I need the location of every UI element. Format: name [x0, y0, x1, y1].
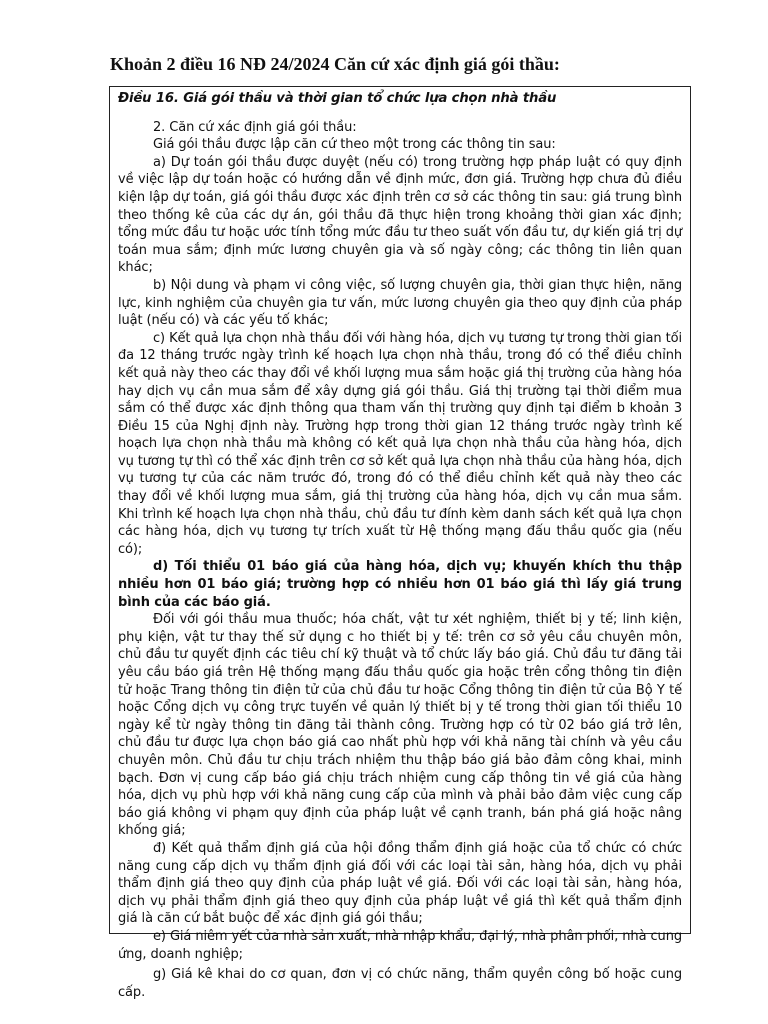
paragraph-medical-procurement: Đối với gói thầu mua thuốc; hóa chất, vật tư xét nghiệm, thiết bị y tế; linh kiện, phụ kiện, vật tư thay thế sử dụng c ho thiết bị y tế: trên cơ sở yêu cầu chuyên môn, chủ đầu tư quyết định các tiêu chí kỹ thuật và tổ chức lấy báo giá. Chủ đầu tư đăng tải yêu cầu báo giá trên Hệ thống mạng đấu thầu quốc gia hoặc trên cổng thông tin điện tử hoặc Trang thông tin điện tử của chủ đầu tư hoặc Cổng thông tin điện tử của Bộ Y tế hoặc Cổng dịch vụ công trực tuyến về quản lý thiết bị y tế trong thời gian tối thiểu 10 ngày kể từ ngày thông tin đăng tải thành công. Trường hợp có từ 02 báo giá trở lên, chủ đầu tư được lựa chọn báo giá cao nhất phù hợp với khả năng tài chính và yêu cầu chuyên môn. Chủ đầu tư chịu trách nhiệm thu thập báo giá bảo đảm công khai, minh bạch. Đơn vị cung cấp báo giá chịu trách nhiệm cung cấp thông tin về giá của hàng hóa, dịch vụ phù hợp với khả năng cung cấp của mình và phải bảo đảm việc cung cấp báo giá không vi phạm quy định của pháp luật về cạnh tranh, bán phá giá hoặc nâng khống giá; [118, 612, 682, 839]
paragraph-item-e: e) Giá niêm yết của nhà sản xuất, nhà nhập khẩu, đại lý, nhà phân phối, nhà cung ứng, doanh nghiệp; [118, 928, 682, 962]
paragraph-item-b: b) Nội dung và phạm vi công việc, số lượng chuyên gia, thời gian thực hiện, năng lực, kinh nghiệm của chuyên gia tư vấn, mức lương chuyên gia theo quy định của pháp luật (nếu có) và các yếu tố khác; [118, 277, 682, 329]
page-heading: Khoản 2 điều 16 NĐ 24/2024 Căn cứ xác định giá gói thầu: [110, 54, 560, 74]
paragraph-item-a: a) Dự toán gói thầu được duyệt (nếu có) trong trường hợp pháp luật có quy định về việc lập dự toán hoặc có hướng dẫn về định mức, đơn giá. Trường hợp chưa đủ điều kiện lập dự toán, giá gói thầu được xác định trên cơ sở các thông tin sau: giá trung bình theo thống kê của các dự án, gói thầu đã thực hiện trong khoảng thời gian xác định; tổng mức đầu tư hoặc ước tính tổng mức đầu tư theo suất vốn đầu tư, dự kiến giá trị dự toán mua sắm; định mức lương chuyên gia và số ngày công; các thông tin liên quan khác; [118, 154, 682, 276]
paragraph-item-g: g) Giá kê khai do cơ quan, đơn vị có chức năng, thẩm quyền công bố hoặc cung cấp. [118, 967, 682, 1000]
paragraph-clause-2: 2. Căn cứ xác định giá gói thầu: [153, 119, 357, 135]
article-title: Điều 16. Giá gói thầu và thời gian tổ chức lựa chọn nhà thầu [118, 91, 557, 106]
paragraph-item-d: d) Tối thiểu 01 báo giá của hàng hóa, dịch vụ; khuyến khích thu thập nhiều hơn 01 báo giá; trường hợp có nhiều hơn 01 báo giá thì lấy giá trung bình của các báo giá. [118, 559, 682, 610]
paragraph-item-dd: đ) Kết quả thẩm định giá của hội đồng thẩm định giá hoặc của tổ chức có chức năng cung cấp dịch vụ thẩm định giá đối với các loại tài sản, hàng hóa, dịch vụ phải thẩm định giá theo quy định của pháp luật về giá. Đối với các loại tài sản, hàng hóa, dịch vụ phải thẩm định giá theo quy định của pháp luật về giá thì kết quả thẩm định giá là căn cứ bắt buộc để xác định giá gói thầu; [118, 840, 682, 927]
paragraph-intro: Giá gói thầu được lập căn cứ theo một trong các thông tin sau: [153, 137, 556, 153]
paragraph-item-c: c) Kết quả lựa chọn nhà thầu đối với hàng hóa, dịch vụ tương tự trong thời gian tối đa 12 tháng trước ngày trình kế hoạch lựa chọn nhà thầu, trong đó có thể điều chỉnh kết quả này theo các thay đổi về khối lượng mua sắm hoặc giá thị trường của hàng hóa hay dịch vụ cần mua sắm để xây dựng giá gói thầu. Giá thị trường tại thời điểm mua sắm có thể được xác định thông qua tham vấn thị trường quy định tại điểm b khoản 3 Điều 15 của Nghị định này. Trường hợp trong thời gian 12 tháng trước ngày trình kế hoạch lựa chọn nhà thầu mà không có kết quả lựa chọn nhà thầu của hàng hóa, dịch vụ tương tự thì có thể xác định trên cơ sở kết quả lựa chọn nhà thầu của hàng hóa, dịch vụ tương tự của các năm trước đó, trong đó có thể điều chỉnh kết quả này theo các thay đổi về khối lượng mua sắm, giá thị trường của hàng hóa, dịch vụ cần mua sắm. Khi trình kế hoạch lựa chọn nhà thầu, chủ đầu tư đính kèm danh sách kết quả lựa chọn các hàng hóa, dịch vụ tương tự trích xuất từ Hệ thống mạng đấu thầu quốc gia (nếu có); [118, 330, 682, 557]
legal-excerpt-box [109, 86, 691, 1000]
